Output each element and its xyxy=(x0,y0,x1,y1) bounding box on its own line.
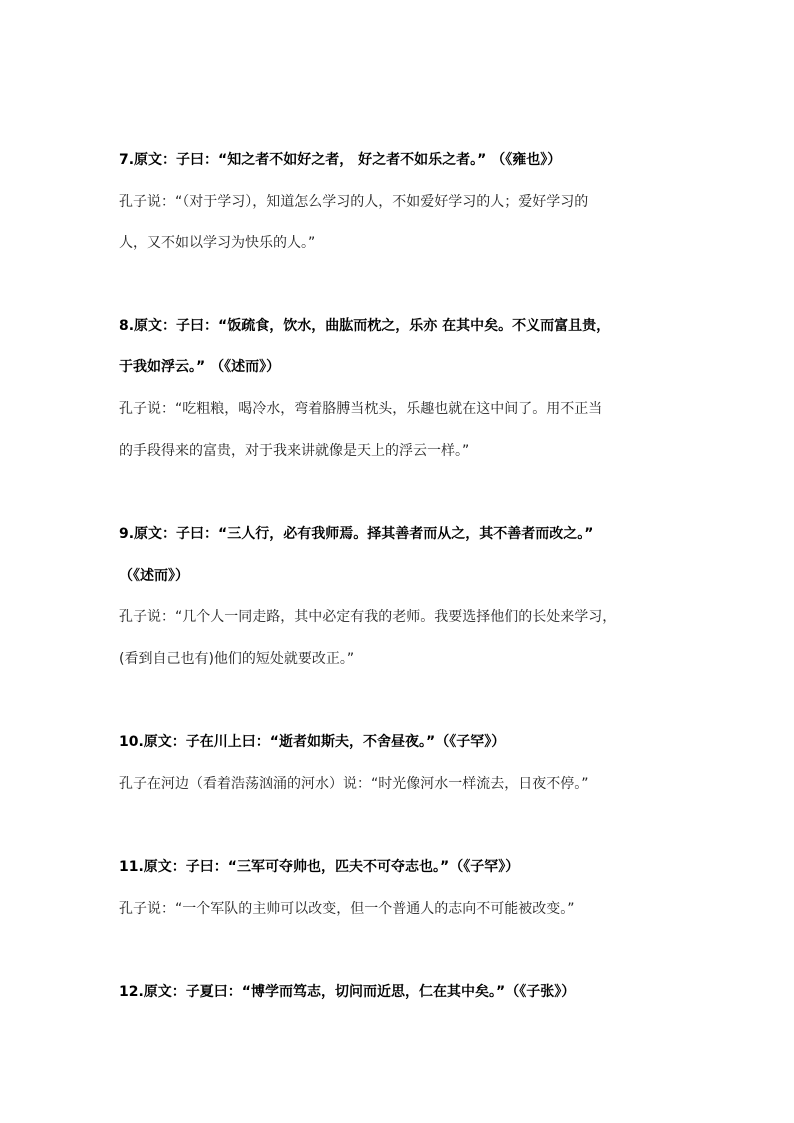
entry-9-original-line-2: （《述而》） xyxy=(119,568,189,584)
entry-12-original-line-1: 12.原文：子夏曰：“博学而笃志，切问而近思，仁在其中矣。”（《子张》） xyxy=(119,984,576,1000)
entry-8-original-line-1: 8.原文：子曰：“饭疏食，饮水，曲肱而枕之，乐亦 在其中矣。不义而富且贵， xyxy=(119,318,611,334)
entry-7-original-line-1: 7.原文：子曰：“知之者不如好之者， 好之者不如乐之者。” （《雍也》） xyxy=(119,152,562,168)
entry-10-translation-line-1: 孔子在河边（看着浩荡汹涌的河水）说：“时光像河水一样流去，日夜不停。” xyxy=(119,776,589,792)
entry-8-translation-line-2: 的手段得来的富贵，对于我来讲就像是天上的浮云一样。” xyxy=(119,443,470,459)
entry-8-translation-line-1: 孔子说：“吃粗粮，喝冷水，弯着胳膊当枕头，乐趣也就在这中间了。用不正当 xyxy=(119,401,603,417)
entry-11-translation-line-1: 孔子说：“一个军队的主帅可以改变，但一个普通人的志向不可能被改变。” xyxy=(119,901,575,917)
entry-9-original-line-1: 9.原文：子曰：“三人行，必有我师焉。择其善者而从之，其不善者而改之。” xyxy=(119,526,594,542)
entry-10-original-line-1: 10.原文：子在川上曰：“逝者如斯夫，不舍昼夜。”（《子罕》） xyxy=(119,734,506,750)
entry-9-translation-line-1: 孔子说：“几个人一同走路，其中必定有我的老师。我要选择他们的长处来学习， xyxy=(119,609,617,625)
entry-9-translation-line-2: (看到自己也有)他们的短处就要改正。” xyxy=(119,651,355,667)
entry-7-translation-line-1: 孔子说：“（对于学习），知道怎么学习的人，不如爱好学习的人；爱好学习的 xyxy=(119,194,589,210)
entry-7-translation-line-2: 人，又不如以学习为快乐的人。” xyxy=(119,235,316,251)
entry-11-original-line-1: 11.原文：子曰：“三军可夺帅也，匹夫不可夺志也。”（《子罕》） xyxy=(119,859,520,875)
entry-8-original-line-2: 于我如浮云。” （《述而》） xyxy=(119,359,281,375)
